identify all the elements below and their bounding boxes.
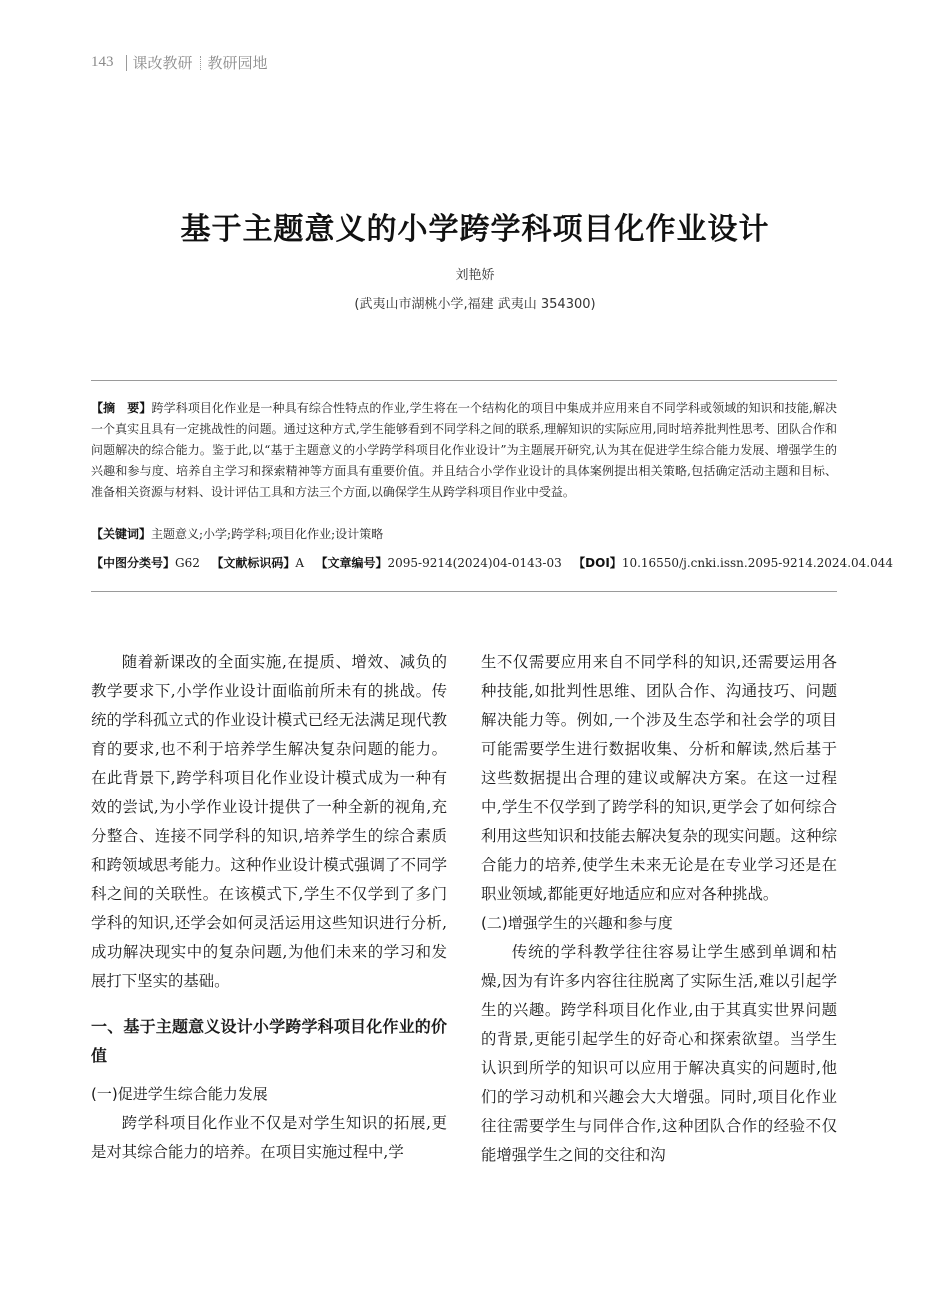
doc-code-value: A <box>295 556 305 570</box>
doi-label: 【DOI】 <box>573 556 622 570</box>
clc-value: G62 <box>175 556 200 570</box>
section-heading: 一、基于主题意义设计小学跨学科项目化作业的价值 <box>91 1017 447 1065</box>
subsection-heading: (一)促进学生综合能力发展 <box>91 1085 268 1103</box>
keywords <box>91 525 837 542</box>
body-paragraph: 随着新课改的全面实施,在提质、增效、减负的教学要求下,小学作业设计面临前所未有的挑战。传统的学科孤立式的作业设计模式已经无法满足现代教育的要求,也不利于培养学生解决复杂问题的能力。在此背景下,跨学科项目化作业设计模式成为一种有效的尝试,为小学作业设计提供了一种全新的视角,充分整合、连接不同学科的知识,培养学生的综合素质和跨领域思考能力。这种作业设计模式强调了不同学科之间的关联性。在该模式下,学生不仅学到了多门学科的知识,还学会如何灵活运用这些知识进行分析,成功解决现实中的复杂问题,为他们未来的学习和发展打下坚实的基础。 <box>91 653 447 990</box>
clc-label: 【中图分类号】 <box>91 556 176 570</box>
doi-value: 10.16550/j.cnki.issn.2095-9214.2024.04.044 <box>621 556 894 570</box>
body-paragraph: 跨学科项目化作业不仅是对学生知识的拓展,更是对其综合能力的培养。在项目实施过程中,学 <box>91 1114 447 1161</box>
abstract-label: 【摘 要】 <box>91 401 152 415</box>
bottom-rule <box>91 591 837 592</box>
body-column-left <box>91 648 447 1167</box>
subsection-name: 教研园地 <box>207 54 268 72</box>
doc-code-label: 【文献标识码】 <box>211 556 296 570</box>
keywords-text: 主题意义;小学;跨学科;项目化作业;设计策略 <box>151 527 384 541</box>
header-dotted-divider <box>200 56 201 70</box>
abstract <box>91 398 837 503</box>
article-title: 基于主题意义的小学跨学科项目化作业设计 <box>180 212 770 247</box>
keywords-label: 【关键词】 <box>91 527 152 541</box>
subsection-heading: (二)增强学生的兴趣和参与度 <box>481 914 673 932</box>
author-affiliation: (武夷山市湖桃小学,福建 武夷山 354300) <box>354 297 596 312</box>
page-number: 143 <box>91 54 114 70</box>
section-name: 课改教研 <box>132 54 193 72</box>
body-paragraph: 生不仅需要应用来自不同学科的知识,还需要运用各种技能,如批判性思维、团队合作、沟通技巧、问题解决能力等。例如,一个涉及生态学和社会学的项目可能需要学生进行数据收集、分析和解读,然后基于这些数据提出合理的建议或解决方案。在这一过程中,学生不仅学到了跨学科的知识,更学会了如何综合利用这些知识和技能去解决复杂的现实问题。这种综合能力的培养,使学生未来无论是在专业学习还是在职业领域,都能更好地适应和应对各种挑战。 <box>481 653 837 903</box>
header-divider <box>126 55 127 71</box>
body-paragraph: 传统的学科教学往往容易让学生感到单调和枯燥,因为有许多内容往往脱离了实际生活,难以引起学生的兴趣。跨学科项目化作业,由于其真实世界问题的背景,更能引起学生的好奇心和探索欲望。当学生认识到所学的知识可以应用于解决真实的问题时,他们的学习动机和兴趣会大大增强。同时,项目化作业往往需要学生与同伴合作,这种团队合作的经验不仅能增强学生之间的交往和沟 <box>481 943 837 1164</box>
classification-line <box>91 554 894 571</box>
top-rule <box>91 380 837 381</box>
running-header <box>91 52 268 73</box>
abstract-text: 跨学科项目化作业是一种具有综合性特点的作业,学生将在一个结构化的项目中集成并应用来自不同学科或领域的知识和技能,解决一个真实且具有一定挑战性的问题。通过这种方式,学生能够看到不同学科之间的联系,理解知识的实际应用,同时培养批判性思考、团队合作和问题解决的综合能力。鉴于此,以“基于主题意义的小学跨学科项目化作业设计”为主题展开研究,认为其在促进学生综合能力发展、增强学生的兴趣和参与度、培养自主学习和探索精神等方面具有重要价值。并且结合小学作业设计的具体案例提出相关策略,包括确定活动主题和目标、准备相关资源与材料、设计评估工具和方法三个方面,以确保学生从跨学科项目作业中受益。 <box>91 401 837 499</box>
author-name: 刘艳娇 <box>455 268 495 283</box>
body-column-right <box>481 648 837 1170</box>
article-number-label: 【文章编号】 <box>315 556 388 570</box>
article-number-value: 2095-9214(2024)04-0143-03 <box>387 556 562 570</box>
